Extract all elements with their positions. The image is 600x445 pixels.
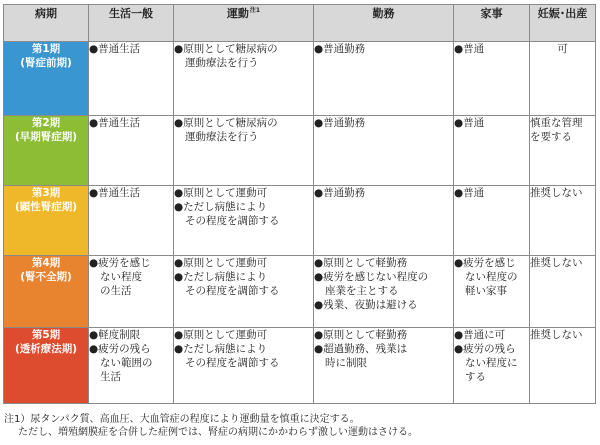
work-text: ●疲労を感じない程度の — [314, 271, 429, 283]
housework-cell — [454, 116, 530, 186]
daily-life-text: ない範囲の — [100, 357, 153, 369]
daily-life-text: ●疲労を感じ — [89, 257, 151, 269]
daily-life-cell — [89, 42, 174, 116]
pregnancy-text: 慎重な管理 — [530, 117, 583, 129]
table-row — [4, 116, 596, 186]
stage-subtitle: (透析療法期) — [14, 343, 78, 355]
pregnancy-cell — [530, 186, 596, 256]
stage-subtitle: (腎不全期) — [20, 271, 72, 283]
table-row — [4, 42, 596, 116]
exercise-text: 運動療法を行う — [185, 57, 259, 69]
daily-life-text: の生活 — [100, 285, 132, 297]
footnote-line-2: ただし、増殖網膜症を合併した症例では、腎症の病期にかかわらず激しい運動はさける。 — [18, 427, 418, 438]
table-row — [4, 328, 596, 404]
footnote — [4, 413, 418, 439]
pregnancy-text: 推奨しない — [530, 187, 583, 199]
housework-text: ●普通 — [454, 43, 485, 55]
housework-text: ●疲労を感じ — [454, 257, 516, 269]
table-row — [4, 186, 596, 256]
daily-life-cell — [89, 186, 174, 256]
work-text: ●超過勤務、残業は — [314, 343, 408, 355]
work-text: ●普通勤務 — [314, 43, 366, 55]
daily-life-text: ●普通生活 — [89, 117, 141, 129]
work-cell — [314, 42, 454, 116]
header-row — [4, 5, 596, 42]
housework-cell — [454, 186, 530, 256]
header-housework: 家事 — [454, 5, 530, 42]
work-text: 時に制限 — [325, 357, 367, 369]
footnote-marker: 注1 — [249, 7, 261, 15]
daily-life-text: ●普通生活 — [89, 187, 141, 199]
housework-text: ない程度の — [465, 271, 518, 283]
pregnancy-cell — [530, 116, 596, 186]
daily-life-cell — [89, 256, 174, 328]
work-text: ●残業、夜勤は避ける — [314, 299, 418, 311]
stage-name: 第5期 — [31, 329, 61, 341]
daily-life-text: ない程度 — [100, 271, 142, 283]
housework-text: ●普通に可 — [454, 329, 506, 341]
work-text: ●原則として軽勤務 — [314, 257, 408, 269]
exercise-text: ●原則として糖尿病の — [174, 117, 278, 129]
header-daily-life: 生活一般 — [89, 5, 174, 42]
daily-life-text: ●軽度制限 — [89, 329, 141, 341]
exercise-text: ●ただし病態により — [174, 271, 268, 283]
work-cell — [314, 256, 454, 328]
daily-life-cell — [89, 116, 174, 186]
work-cell — [314, 116, 454, 186]
exercise-text: ●原則として糖尿病の — [174, 43, 278, 55]
header-work: 勤務 — [314, 5, 454, 42]
housework-cell — [454, 42, 530, 116]
exercise-text: ●原則として運動可 — [174, 257, 268, 269]
table-row — [4, 256, 596, 328]
exercise-text: ●原則として運動可 — [174, 329, 268, 341]
pregnancy-cell — [530, 42, 596, 116]
stage-subtitle: (顕性腎症期) — [14, 201, 78, 213]
exercise-cell — [174, 328, 314, 404]
stage-name: 第1期 — [31, 43, 61, 55]
stage-cell — [4, 116, 89, 186]
pregnancy-cell — [530, 256, 596, 328]
stage-cell — [4, 328, 89, 404]
header-pregnancy: 妊娠･出産 — [530, 5, 596, 42]
footnote-line-1: 注1）尿タンパク質、高血圧、大血管症の程度により運動量を慎重に決定する。 — [4, 414, 360, 425]
stage-name: 第2期 — [31, 117, 61, 129]
pregnancy-text: を要する — [530, 131, 572, 143]
housework-text: ●普通 — [454, 117, 485, 129]
exercise-cell — [174, 42, 314, 116]
housework-text: ない程度に — [465, 357, 518, 369]
housework-text: する — [465, 371, 486, 383]
stage-name: 第3期 — [31, 187, 61, 199]
housework-cell — [454, 328, 530, 404]
work-text: ●普通勤務 — [314, 117, 366, 129]
work-cell — [314, 328, 454, 404]
exercise-cell — [174, 256, 314, 328]
pregnancy-cell — [530, 328, 596, 404]
daily-life-text: ●疲労の残ら — [89, 343, 151, 355]
stage-subtitle: (早期腎症期) — [14, 131, 78, 143]
exercise-cell — [174, 116, 314, 186]
work-text: ●普通勤務 — [314, 187, 366, 199]
stage-cell — [4, 42, 89, 116]
daily-life-text: 生活 — [100, 371, 121, 383]
exercise-text: その程度を調節する — [185, 357, 280, 369]
exercise-text: ●ただし病態により — [174, 201, 268, 213]
stage-subtitle: (腎症前期) — [20, 57, 72, 69]
stage-cell — [4, 256, 89, 328]
pregnancy-text: 可 — [557, 43, 568, 55]
daily-life-cell — [89, 328, 174, 404]
pregnancy-text: 推奨しない — [530, 329, 583, 341]
daily-life-text: ●普通生活 — [89, 43, 141, 55]
exercise-cell — [174, 186, 314, 256]
exercise-text: その程度を調節する — [185, 285, 280, 297]
work-text: 座業を主とする — [325, 285, 399, 297]
work-cell — [314, 186, 454, 256]
exercise-text: その程度を調節する — [185, 215, 280, 227]
stage-cell — [4, 186, 89, 256]
stage-name: 第4期 — [31, 257, 61, 269]
nephropathy-lifestyle-table — [3, 4, 596, 404]
work-text: ●原則として軽勤務 — [314, 329, 408, 341]
housework-text: 軽い家事 — [465, 285, 507, 297]
exercise-text: ●ただし病態により — [174, 343, 268, 355]
header-exercise: 運動$^{注1}$ — [174, 5, 314, 42]
exercise-text: ●原則として運動可 — [174, 187, 268, 199]
pregnancy-text: 推奨しない — [530, 257, 583, 269]
housework-text: ●普通 — [454, 187, 485, 199]
header-stage: 病期 — [4, 5, 89, 42]
housework-text: ●疲労の残ら — [454, 343, 516, 355]
exercise-text: 運動療法を行う — [185, 131, 259, 143]
housework-cell — [454, 256, 530, 328]
